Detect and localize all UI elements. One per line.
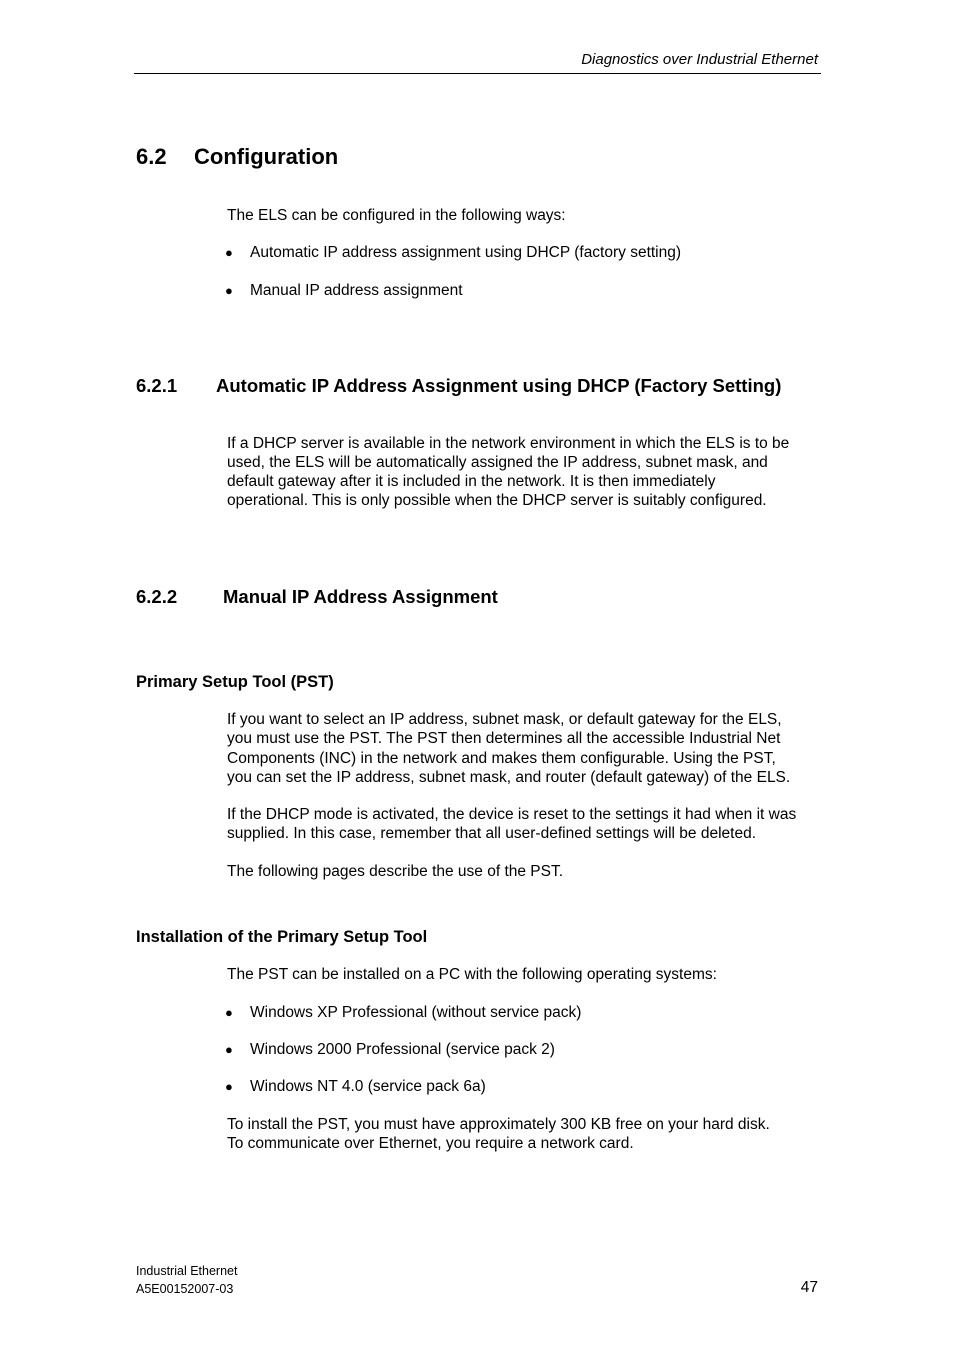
paragraph-line: supplied. In this case, remember that all user-defined settings will be deleted. (227, 825, 757, 842)
section-intro: The ELS can be configured in the following ways: (227, 207, 566, 224)
list-item: Windows XP Professional (without service pack) (250, 1004, 582, 1021)
bullet-icon: ● (225, 245, 233, 260)
paragraph-line: Components (INC) in the network and makes them configurable. Using the PST, (227, 750, 776, 767)
list-item: Windows NT 4.0 (service pack 6a) (250, 1078, 486, 1095)
paragraph-line: operational. This is only possible when the DHCP server is suitably configured. (227, 492, 767, 509)
list-item: Windows 2000 Professional (service pack 2) (250, 1041, 555, 1058)
bullet-icon: ● (225, 1079, 233, 1094)
install-heading: Installation of the Primary Setup Tool (136, 928, 428, 946)
pst-heading: Primary Setup Tool (PST) (136, 673, 334, 691)
page-number: 47 (800, 1279, 818, 1296)
install-intro: The PST can be installed on a PC with the following operating systems: (227, 966, 717, 983)
subsection-number: 6.2.2 (136, 586, 178, 607)
paragraph-line: To communicate over Ethernet, you require a network card. (227, 1135, 634, 1152)
header-rule (134, 73, 821, 74)
paragraph-line: default gateway after it is included in the network. It is then immediately (227, 473, 716, 490)
subsection-number: 6.2.1 (136, 375, 178, 396)
paragraph-line: To install the PST, you must have approximately 300 KB free on your hard disk. (227, 1116, 770, 1133)
bullet-icon: ● (225, 283, 233, 298)
section-number: 6.2 (136, 144, 167, 169)
paragraph-line: you must use the PST. The PST then determines all the accessible Industrial Net (227, 730, 781, 747)
paragraph-line: you can set the IP address, subnet mask, and router (default gateway) of the ELS. (227, 769, 791, 786)
paragraph-line: If the DHCP mode is activated, the device is reset to the settings it had when it was (227, 806, 797, 823)
paragraph-line: used, the ELS will be automatically assigned the IP address, subnet mask, and (227, 454, 768, 471)
footer-doc-number: A5E00152007-03 (136, 1282, 234, 1296)
list-item: Automatic IP address assignment using DHCP (factory setting) (250, 244, 682, 261)
paragraph-line: If you want to select an IP address, subnet mask, or default gateway for the ELS, (227, 711, 782, 728)
bullet-icon: ● (225, 1005, 233, 1020)
paragraph-line: If a DHCP server is available in the network environment in which the ELS is to be (227, 435, 790, 452)
subsection-title: Manual IP Address Assignment (223, 586, 498, 607)
section-title: Configuration (194, 144, 339, 169)
footer-product: Industrial Ethernet (136, 1264, 238, 1278)
bullet-icon: ● (225, 1042, 233, 1057)
list-item: Manual IP address assignment (250, 282, 463, 299)
subsection-title: Automatic IP Address Assignment using DHCP (Factory Setting) (216, 375, 782, 396)
paragraph-line: The following pages describe the use of the PST. (227, 863, 564, 880)
running-header: Diagnostics over Industrial Ethernet (581, 51, 818, 68)
